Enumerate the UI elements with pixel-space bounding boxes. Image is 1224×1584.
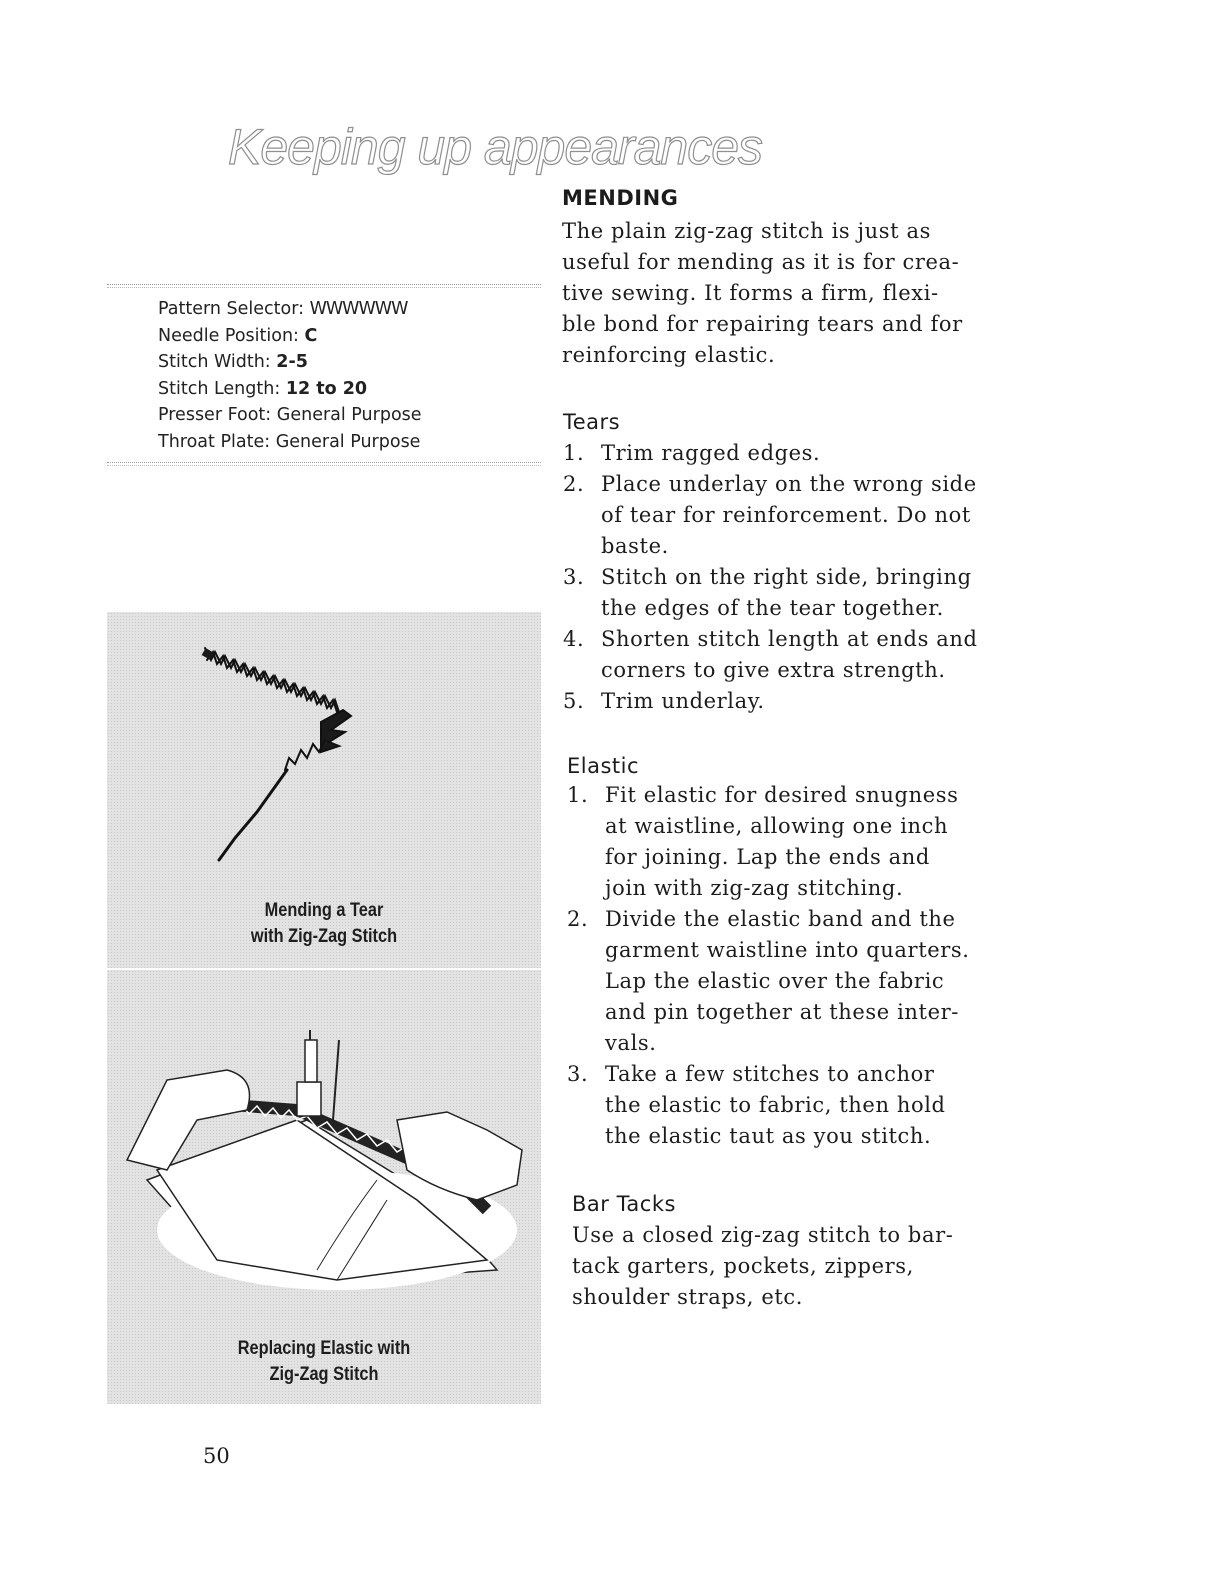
text-line: the elastic taut as you stitch. (605, 1124, 932, 1148)
list-item (563, 562, 1013, 624)
text-line: tive sewing. It forms a firm, flexi- (562, 281, 939, 305)
elastic-steps (567, 780, 1017, 1152)
setting-throat-plate (158, 429, 422, 456)
step-number: 3. (567, 1062, 589, 1086)
figure-replacing-elastic (107, 970, 541, 1404)
caption-line: with Zig-Zag Stitch (250, 926, 398, 947)
caption-line: Zig-Zag Stitch (269, 1364, 379, 1385)
list-item (563, 624, 1013, 686)
settings-bottom-rule (107, 462, 541, 466)
mending-intro (562, 216, 963, 371)
text-line: The plain zig-zag stitch is just as (562, 219, 931, 243)
text-line: shoulder straps, etc. (572, 1285, 804, 1309)
setting-value: 2-5 (276, 352, 308, 372)
text-line: corners to give extra strength. (601, 658, 946, 682)
setting-value: C (304, 325, 318, 346)
figure-caption-tear (137, 898, 510, 950)
tears-heading: Tears (563, 410, 621, 434)
text-line: Take a few stitches to anchor (605, 1062, 935, 1086)
caption-line: Mending a Tear (264, 900, 384, 921)
text-line: baste. (601, 534, 669, 558)
setting-value: General Purpose (276, 405, 422, 425)
text-line: the elastic to fabric, then hold (605, 1093, 946, 1117)
setting-label: Stitch Width: (158, 352, 271, 372)
zigzag-stitch-lower (285, 740, 325, 770)
text-line: tack garters, pockets, zippers, (572, 1254, 914, 1278)
mending-heading: MENDING (562, 186, 679, 210)
text-line: and pin together at these inter- (605, 1000, 959, 1024)
setting-pattern-selector (158, 296, 422, 323)
step-number: 2. (563, 472, 585, 496)
presser-foot (297, 1082, 321, 1116)
step-number: 3. (563, 565, 585, 589)
text-line: Use a closed zig-zag stitch to bar- (572, 1223, 954, 1247)
setting-needle-position (158, 323, 422, 350)
needle-bar-2 (333, 1040, 339, 1120)
text-line: at waistline, allowing one inch (605, 814, 949, 838)
text-line: reinforcing elastic. (562, 343, 776, 367)
elastic-list (567, 780, 1017, 1152)
text-line: Divide the elastic band and the (605, 907, 956, 931)
setting-label: Throat Plate: (158, 431, 271, 452)
list-item (567, 780, 1017, 904)
page-number: 50 (203, 1444, 230, 1468)
list-item (567, 1059, 1017, 1152)
zigzag-pattern-symbol: WWWWWW (309, 299, 408, 319)
text-line: garment waistline into quarters. (605, 938, 970, 962)
text-line: Trim ragged edges. (601, 441, 821, 465)
text-line: the edges of the tear together. (601, 596, 944, 620)
zigzag-tear-illustration (107, 612, 541, 912)
setting-label: Presser Foot: (158, 405, 272, 425)
setting-label: Pattern Selector: (158, 299, 304, 319)
text-line: ble bond for repairing tears and for (562, 312, 963, 336)
caption-line: Replacing Elastic with (237, 1338, 411, 1359)
step-number: 5. (563, 689, 585, 713)
text-line: Trim underlay. (601, 689, 765, 713)
setting-stitch-length (158, 376, 422, 403)
step-number: 1. (563, 441, 585, 465)
zigzag-corner (321, 710, 351, 752)
text-line: for joining. Lap the ends and (605, 845, 930, 869)
setting-value: 12 to 20 (285, 378, 368, 399)
bar-tacks-text (572, 1220, 953, 1313)
text-line: Shorten stitch length at ends and (601, 627, 978, 651)
text-line: of tear for reinforcement. Do not (601, 503, 971, 527)
figure-caption-elastic (137, 1336, 510, 1388)
setting-label: Stitch Length: (158, 378, 281, 399)
text-line: Stitch on the right side, bringing (601, 565, 972, 589)
settings-top-rule (107, 284, 541, 288)
step-number: 4. (563, 627, 585, 651)
elastic-sewing-illustration (107, 970, 541, 1320)
tears-steps (563, 438, 1013, 717)
text-line: Fit elastic for desired snugness (605, 783, 959, 807)
page-title: Keeping up appearances (228, 119, 763, 175)
text-line: vals. (605, 1031, 657, 1055)
setting-value: General Purpose (275, 431, 421, 452)
setting-stitch-width (158, 349, 422, 376)
list-item (563, 686, 1013, 717)
text-line: useful for mending as it is for crea- (562, 250, 960, 274)
tears-list (563, 438, 1013, 717)
setting-label: Needle Position: (158, 325, 299, 346)
text-line: Place underlay on the wrong side (601, 472, 977, 496)
elastic-heading: Elastic (567, 754, 640, 778)
setting-presser-foot (158, 402, 422, 429)
text-line: Lap the elastic over the fabric (605, 969, 945, 993)
tear-line (219, 770, 287, 860)
figure-mending-tear (107, 612, 541, 968)
list-item (563, 438, 1013, 469)
step-number: 1. (567, 783, 589, 807)
text-line: join with zig-zag stitching. (605, 876, 904, 900)
step-number: 2. (567, 907, 589, 931)
machine-settings (158, 296, 422, 455)
list-item (563, 469, 1013, 562)
list-item (567, 904, 1017, 1059)
bar-tacks-heading: Bar Tacks (572, 1192, 676, 1216)
